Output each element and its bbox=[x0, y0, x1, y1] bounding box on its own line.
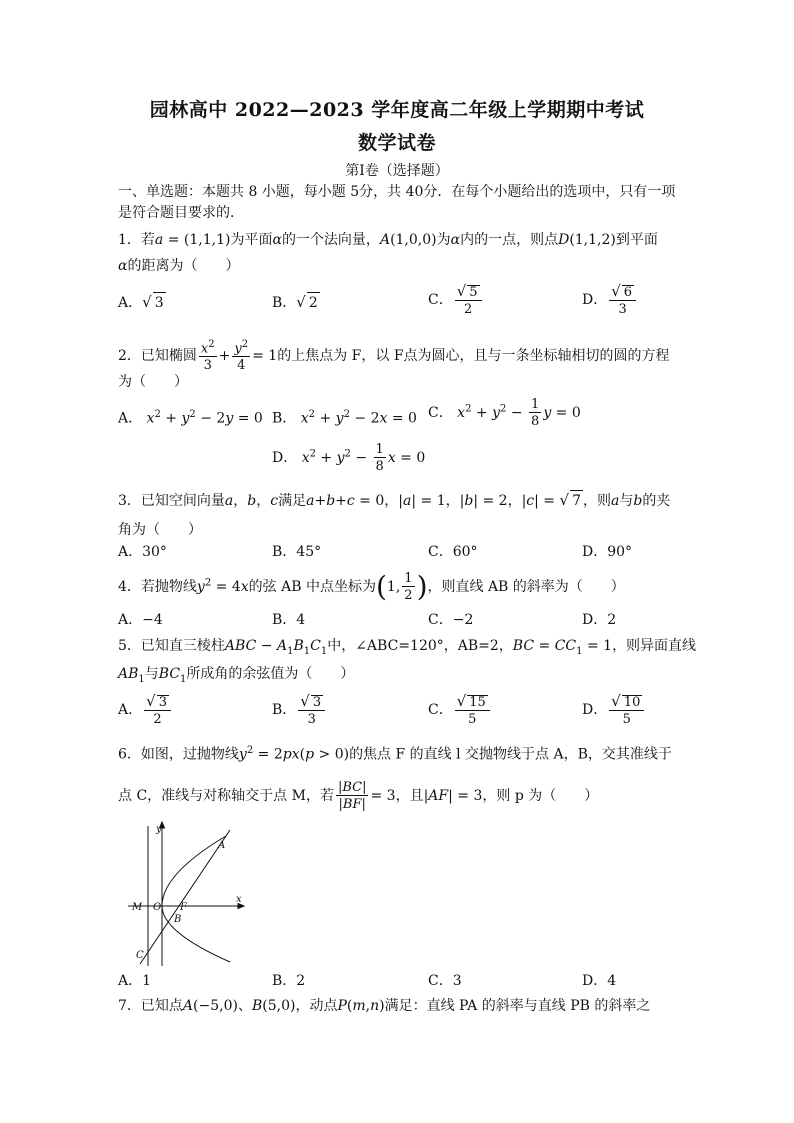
label-b: B bbox=[174, 914, 182, 925]
label-f: F bbox=[180, 902, 187, 913]
section-instruction-line1: 一、单选题：本题共 8 小题，每小题 5分，共 40分．在每个小题给出的选项中，只有一项 bbox=[118, 184, 676, 200]
q5-option-a[interactable]: A． $\frac{√ 3}{2}$ bbox=[118, 694, 173, 726]
q2-option-d[interactable]: D． $x^2 + y^2$ − $\frac{1}{8}$ x = 0 bbox=[272, 442, 426, 474]
parabola-lower bbox=[162, 906, 230, 962]
q5-option-d[interactable]: D． $\frac{√ 10}{5}$ bbox=[582, 694, 646, 726]
label-m: M bbox=[132, 902, 143, 913]
q4-option-a[interactable]: A．−4 bbox=[118, 612, 163, 628]
q2-option-b[interactable]: B． $x^2 + y^2 - 2x = 0$ bbox=[272, 409, 417, 427]
q3-option-a[interactable]: A．30° bbox=[118, 544, 167, 560]
question-3-line2: 角为（ ） bbox=[118, 522, 202, 538]
q6-option-a[interactable]: A．1 bbox=[118, 973, 152, 989]
q5-option-c[interactable]: C． $\frac{√ 15}{5}$ bbox=[428, 694, 492, 726]
q4-option-c[interactable]: C．−2 bbox=[428, 612, 474, 628]
q1-option-c[interactable]: C． $\frac{√ 5}{2}$ bbox=[428, 284, 484, 316]
q3-option-c[interactable]: C．60° bbox=[428, 544, 478, 560]
label-a: A bbox=[218, 840, 226, 851]
question-2-line2: 为（ ） bbox=[118, 374, 188, 390]
question-1-line1: 1．若a = (1,1,1)为平面α的一个法向量，A(1,0,0)为α内的一点，则点D(1,1,2)到平面 bbox=[118, 232, 658, 248]
q1-option-a[interactable]: A．√ 3 bbox=[118, 293, 164, 311]
question-6-line1: 6．如图，过抛物线$y^2 = 2px(p > 0)$的焦点 F 的直线 l 交抛物线于点 A，B，交其准线于 bbox=[118, 745, 672, 763]
exam-title: 园林高中 2022—2023 学年度高二年级上学期期中考试 bbox=[149, 99, 645, 121]
q2-option-c[interactable]: C． $x^2 + y^2$ − $\frac{1}{8}$ y = 0 bbox=[428, 397, 581, 429]
label-o: O bbox=[153, 902, 162, 913]
q2-option-a[interactable]: A． $x^2 + y^2 - 2y = 0$ bbox=[118, 409, 263, 427]
question-5-line1: 5．已知直三棱柱ABC − $A_1B_1C_1$中，∠ABC=120°，AB=2，BC = $CC_1 = 1$，则异面直线 bbox=[118, 638, 697, 657]
question-7-line1: 7．已知点A(−5,0)、B(5,0)，动点P(m,n)满足：直线 PA 的斜率与直线 PB 的斜率之 bbox=[118, 998, 651, 1014]
q4-option-d[interactable]: D．2 bbox=[582, 612, 617, 628]
exam-subtitle: 数学试卷 bbox=[357, 132, 436, 154]
q5-option-b[interactable]: B． $\frac{√ 3}{3}$ bbox=[272, 694, 327, 726]
question-3-line1: 3．已知空间向量a，b，c满足a+b+c = 0，|a| = 1，|b| = 2，|c| = √ 7 ，则a与b的夹 bbox=[118, 491, 671, 509]
question-1-line2: α的距离为（ ） bbox=[118, 258, 240, 274]
question-5-line2: $AB_1$与$BC_1$所成角的余弦值为（ ） bbox=[118, 666, 355, 685]
question-4-line1: 4．若抛物线$y^2 = 4x$的弦 AB 中点坐标为(1, $\frac{1}{2}$ )，则直线 AB 的斜率为（ ） bbox=[118, 570, 625, 603]
parabola-figure bbox=[118, 818, 258, 968]
q3-option-b[interactable]: B．45° bbox=[272, 544, 322, 560]
parabola-upper bbox=[162, 836, 226, 906]
label-y: y bbox=[156, 824, 162, 835]
q6-option-c[interactable]: C．3 bbox=[428, 973, 462, 989]
label-c: C bbox=[136, 950, 144, 961]
question-2-line1: 2．已知椭圆 $\frac{x^2}{3}$ + $\frac{y^2}{4}$ = 1的上焦点为 F，以 F点为圆心，且与一条坐标轴相切的圆的方程 bbox=[118, 339, 670, 374]
question-6-line2: 点 C，准线与对称轴交于点 M，若 $\frac{|BC|}{|BF|}$ = 3，且|AF| = 3，则 p 为（ ） bbox=[118, 780, 599, 812]
line-l bbox=[140, 830, 230, 964]
q1-option-d[interactable]: D． $\frac{√ 6}{3}$ bbox=[582, 284, 638, 316]
volume-label: 第Ⅰ卷（选择题） bbox=[345, 163, 449, 179]
q4-option-b[interactable]: B．4 bbox=[272, 612, 306, 628]
label-x: x bbox=[236, 894, 242, 905]
section-instruction-line2: 是符合题目要求的． bbox=[118, 205, 244, 221]
q3-option-d[interactable]: D．90° bbox=[582, 544, 633, 560]
q6-option-b[interactable]: B．2 bbox=[272, 973, 306, 989]
q1-option-b[interactable]: B．√ 2 bbox=[272, 293, 318, 311]
q6-option-d[interactable]: D．4 bbox=[582, 973, 617, 989]
